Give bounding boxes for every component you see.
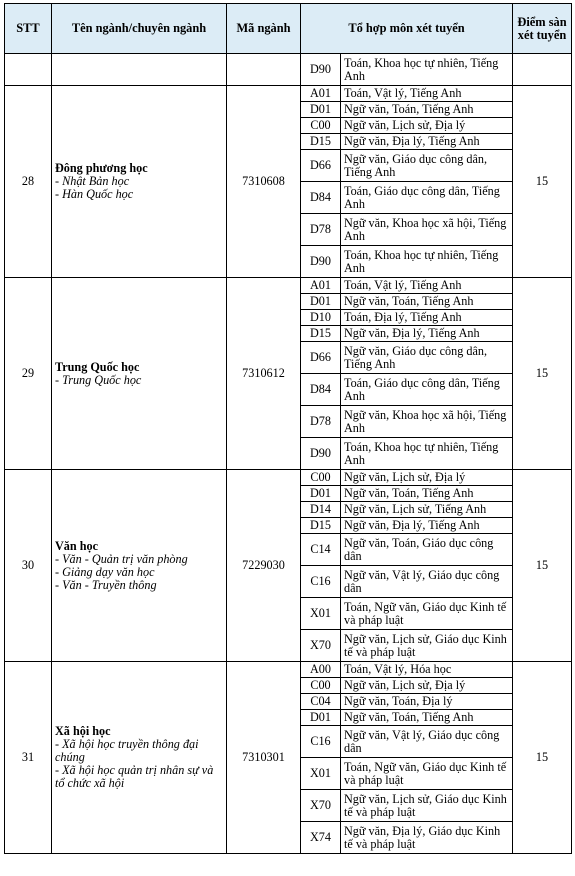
combo-code: A01 [301,278,341,294]
combo-code: D84 [301,374,341,406]
specialization: - Văn - Quản trị văn phòng [55,551,188,566]
specialization: - Xã hội học quản trị nhân sự và tổ chức xã hội [55,763,214,790]
header-major: Tên ngành/chuyên ngành [52,4,227,54]
combo-subjects: Ngữ văn, Vật lý, Giáo dục công dân [341,726,513,758]
min-score: 15 [513,662,572,854]
major-code: 7229030 [227,470,301,662]
combo-code: D90 [301,246,341,278]
major-name: Xã hội học [55,724,111,738]
header-score: Điểm sàn xét tuyển [513,4,572,54]
combo-subjects: Toán, Khoa học tự nhiên, Tiếng Anh [341,246,513,278]
stt-cell [5,54,52,86]
header-stt: STT [5,4,52,54]
combo-code: D84 [301,182,341,214]
combo-subjects: Ngữ văn, Lịch sử, Giáo dục Kinh tế và pháp luật [341,630,513,662]
combo-code: C04 [301,694,341,710]
combo-code: X74 [301,822,341,854]
table-row [5,662,572,678]
stt-cell: 28 [5,86,52,278]
combo-code: D01 [301,710,341,726]
table-row [5,470,572,486]
code-cell [227,54,301,86]
combo-code: D01 [301,102,341,118]
combo-subjects: Ngữ văn, Khoa học xã hội, Tiếng Anh [341,214,513,246]
table-row [5,278,572,294]
min-score: 15 [513,278,572,470]
combo-code: D14 [301,502,341,518]
combo-subjects: Ngữ văn, Khoa học xã hội, Tiếng Anh [341,406,513,438]
combo-subjects: Ngữ văn, Lịch sử, Địa lý [341,678,513,694]
combo-code: C00 [301,678,341,694]
combo-subjects: Ngữ văn, Toán, Tiếng Anh [341,102,513,118]
combo-subjects: Ngữ văn, Toán, Tiếng Anh [341,486,513,502]
combo-subjects: Toán, Vật lý, Tiếng Anh [341,278,513,294]
combo-code: X01 [301,758,341,790]
combo-code: D78 [301,406,341,438]
table-row [5,86,572,102]
combo-subjects: Toán, Vật lý, Tiếng Anh [341,86,513,102]
combo-subjects: Ngữ văn, Lịch sử, Địa lý [341,470,513,486]
specialization: - Nhật Bản học [55,174,130,188]
combo-code: D15 [301,134,341,150]
combo-code: C16 [301,726,341,758]
combo-code: D78 [301,214,341,246]
combo-subjects: Ngữ văn, Lịch sử, Địa lý [341,118,513,134]
combo-code: D01 [301,486,341,502]
table-body [5,54,572,854]
min-score: 15 [513,470,572,662]
combo-subjects: Toán, Giáo dục công dân, Tiếng Anh [341,182,513,214]
combo-code: C16 [301,566,341,598]
major-name: Văn học [55,538,99,553]
combo-code: D66 [301,150,341,182]
major-cell [52,278,227,470]
combo-code: C00 [301,118,341,134]
combo-subjects: Ngữ văn, Toán, Tiếng Anh [341,294,513,310]
combo-code: C00 [301,470,341,486]
combo-subjects: Ngữ văn, Địa lý, Tiếng Anh [341,518,513,534]
specialization: - Giảng dạy văn học [55,564,155,579]
header-combos: Tổ hợp môn xét tuyển [301,4,513,54]
combo-code: A01 [301,86,341,102]
combo-subjects: Toán, Giáo dục công dân, Tiếng Anh [341,374,513,406]
major-cell [52,54,227,86]
combo-code: D01 [301,294,341,310]
major-code: 7310612 [227,278,301,470]
min-score: 15 [513,86,572,278]
combo-subjects: Ngữ văn, Vật lý, Giáo dục công dân [341,566,513,598]
combo-subjects: Toán, Ngữ văn, Giáo dục Kinh tế và pháp luật [341,758,513,790]
combo-subjects: Ngữ văn, Địa lý, Giáo dục Kinh tế và pháp luật [341,822,513,854]
combo-code: C14 [301,534,341,566]
combo-subjects: Ngữ văn, Lịch sử, Tiếng Anh [341,502,513,518]
combo-subjects: Ngữ văn, Giáo dục công dân, Tiếng Anh [341,342,513,374]
specialization: - Xã hội học truyền thông đại chúng [55,737,199,764]
stt-cell: 30 [5,470,52,662]
combo-code: X70 [301,790,341,822]
major-cell [52,86,227,278]
header-row [5,4,572,54]
combo-code: D66 [301,342,341,374]
specialization: - Trung Quốc học [55,372,142,387]
combo-subjects: Toán, Ngữ văn, Giáo dục Kinh tế và pháp luật [341,598,513,630]
combo-subjects: Ngữ văn, Giáo dục công dân, Tiếng Anh [341,150,513,182]
major-name: Trung Quốc học [55,359,140,374]
combo-subjects: Ngữ văn, Toán, Tiếng Anh [341,710,513,726]
combo-subjects: Ngữ văn, Lịch sử, Giáo dục Kinh tế và pháp luật [341,790,513,822]
combo-code: X01 [301,598,341,630]
combo-code: D10 [301,310,341,326]
combo-code: D15 [301,326,341,342]
combo-subjects: Toán, Khoa học tự nhiên, Tiếng Anh [341,438,513,470]
combo-code: D15 [301,518,341,534]
major-code: 7310301 [227,662,301,854]
major-cell [52,662,227,854]
combo-subjects: Ngữ văn, Toán, Địa lý [341,694,513,710]
combo-code: D90 [301,54,341,86]
table-row [5,54,572,86]
combo-code: D90 [301,438,341,470]
stt-cell: 29 [5,278,52,470]
stt-cell: 31 [5,662,52,854]
combo-code: A00 [301,662,341,678]
combo-subjects: Ngữ văn, Địa lý, Tiếng Anh [341,134,513,150]
combo-subjects: Ngữ văn, Địa lý, Tiếng Anh [341,326,513,342]
combo-subjects: Toán, Địa lý, Tiếng Anh [341,310,513,326]
major-name: Đông phương học [55,161,148,175]
specialization: - Văn - Truyền thông [55,577,157,592]
combo-code: X70 [301,630,341,662]
combo-subjects: Ngữ văn, Toán, Giáo dục công dân [341,534,513,566]
major-code: 7310608 [227,86,301,278]
score-cell [513,54,572,86]
header-code: Mã ngành [227,4,301,54]
major-cell [52,470,227,662]
admissions-table [4,3,572,854]
specialization: - Hàn Quốc học [55,187,134,201]
combo-subjects: Toán, Vật lý, Hóa học [341,662,513,678]
combo-subjects: Toán, Khoa học tự nhiên, Tiếng Anh [341,54,513,86]
